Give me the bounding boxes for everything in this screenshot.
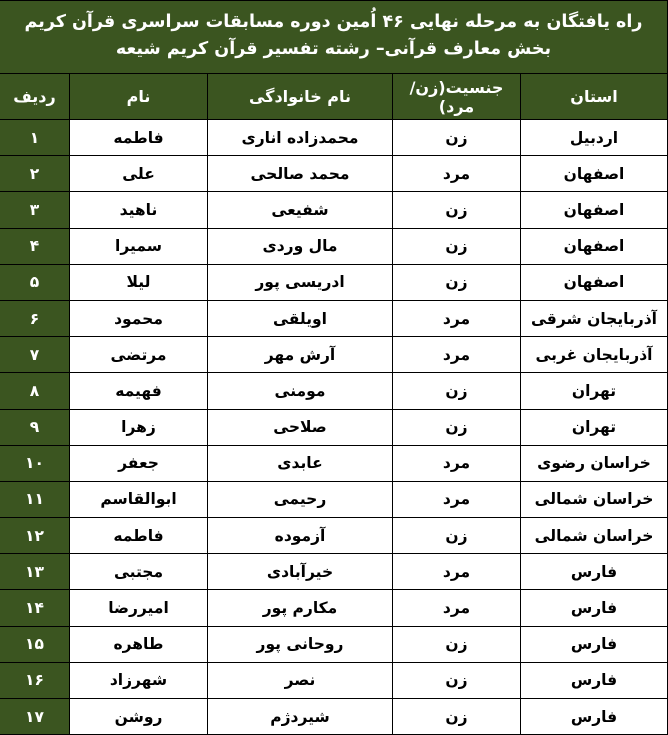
cell-family-name: صلاحی bbox=[208, 409, 393, 445]
cell-family-name: خیرآبادی bbox=[208, 554, 393, 590]
cell-gender: زن bbox=[393, 518, 521, 554]
cell-row-number: ۱ bbox=[0, 120, 70, 156]
cell-gender: مرد bbox=[393, 481, 521, 517]
cell-gender: مرد bbox=[393, 554, 521, 590]
cell-name: جعفر bbox=[70, 445, 208, 481]
cell-family-name: اویلقی bbox=[208, 300, 393, 336]
table-row bbox=[0, 156, 668, 192]
cell-family-name: مکارم پور bbox=[208, 590, 393, 626]
table-body bbox=[0, 120, 668, 735]
cell-province: فارس bbox=[521, 554, 668, 590]
cell-name: زهرا bbox=[70, 409, 208, 445]
cell-province: آذربایجان شرقی bbox=[521, 300, 668, 336]
cell-family-name: محمد صالحی bbox=[208, 156, 393, 192]
table-row bbox=[0, 699, 668, 735]
cell-name: ناهید bbox=[70, 192, 208, 228]
cell-name: فهیمه bbox=[70, 373, 208, 409]
cell-gender: زن bbox=[393, 373, 521, 409]
table-row bbox=[0, 445, 668, 481]
table-row bbox=[0, 264, 668, 300]
cell-family-name: آرش مهر bbox=[208, 337, 393, 373]
table-row bbox=[0, 192, 668, 228]
title-line-2: بخش معارف قرآنی– رشته تفسیر قرآن کریم شیعه bbox=[115, 38, 552, 59]
table-row bbox=[0, 481, 668, 517]
cell-name: لیلا bbox=[70, 264, 208, 300]
cell-name: محمود bbox=[70, 300, 208, 336]
table-title-row bbox=[0, 1, 668, 74]
table-row bbox=[0, 554, 668, 590]
cell-row-number: ۱۲ bbox=[0, 518, 70, 554]
cell-name: علی bbox=[70, 156, 208, 192]
cell-row-number: ۹ bbox=[0, 409, 70, 445]
cell-name: مجتبی bbox=[70, 554, 208, 590]
cell-family-name: مال وردی bbox=[208, 228, 393, 264]
cell-row-number: ۱۶ bbox=[0, 662, 70, 698]
cell-province: اصفهان bbox=[521, 264, 668, 300]
cell-gender: مرد bbox=[393, 300, 521, 336]
cell-province: آذربایجان غربی bbox=[521, 337, 668, 373]
cell-gender: زن bbox=[393, 120, 521, 156]
cell-province: خراسان رضوی bbox=[521, 445, 668, 481]
cell-gender: مرد bbox=[393, 337, 521, 373]
cell-row-number: ۱۱ bbox=[0, 481, 70, 517]
cell-name: فاطمه bbox=[70, 518, 208, 554]
cell-family-name: شفیعی bbox=[208, 192, 393, 228]
table-row bbox=[0, 228, 668, 264]
cell-province: فارس bbox=[521, 662, 668, 698]
cell-row-number: ۳ bbox=[0, 192, 70, 228]
cell-province: اردبیل bbox=[521, 120, 668, 156]
cell-family-name: ادریسی پور bbox=[208, 264, 393, 300]
cell-row-number: ۵ bbox=[0, 264, 70, 300]
table-row bbox=[0, 409, 668, 445]
table-row bbox=[0, 518, 668, 554]
table-header bbox=[0, 1, 668, 120]
cell-row-number: ۴ bbox=[0, 228, 70, 264]
cell-gender: مرد bbox=[393, 590, 521, 626]
table-row bbox=[0, 337, 668, 373]
cell-family-name: عابدی bbox=[208, 445, 393, 481]
cell-name: مرتضی bbox=[70, 337, 208, 373]
cell-province: تهران bbox=[521, 409, 668, 445]
cell-gender: مرد bbox=[393, 445, 521, 481]
cell-name: شهرزاد bbox=[70, 662, 208, 698]
cell-gender: زن bbox=[393, 626, 521, 662]
cell-province: فارس bbox=[521, 590, 668, 626]
cell-gender: زن bbox=[393, 192, 521, 228]
cell-row-number: ۱۰ bbox=[0, 445, 70, 481]
cell-gender: زن bbox=[393, 264, 521, 300]
cell-row-number: ۷ bbox=[0, 337, 70, 373]
cell-province: خراسان شمالی bbox=[521, 481, 668, 517]
cell-row-number: ۱۳ bbox=[0, 554, 70, 590]
cell-province: خراسان شمالی bbox=[521, 518, 668, 554]
cell-row-number: ۶ bbox=[0, 300, 70, 336]
column-header-family-name: نام خانوادگی bbox=[208, 74, 393, 120]
cell-province: فارس bbox=[521, 699, 668, 735]
cell-province: اصفهان bbox=[521, 156, 668, 192]
cell-province: اصفهان bbox=[521, 228, 668, 264]
cell-name: فاطمه bbox=[70, 120, 208, 156]
title-line-1: راه یافتگان به مرحله نهایی ۴۶ اُمین دوره مسابقات سراسری قرآن کریم bbox=[24, 12, 643, 33]
cell-gender: زن bbox=[393, 409, 521, 445]
column-header-province: استان bbox=[521, 74, 668, 120]
cell-row-number: ۸ bbox=[0, 373, 70, 409]
cell-family-name: محمدزاده اناری bbox=[208, 120, 393, 156]
cell-family-name: مومنی bbox=[208, 373, 393, 409]
table-row bbox=[0, 300, 668, 336]
cell-row-number: ۱۵ bbox=[0, 626, 70, 662]
column-header-name: نام bbox=[70, 74, 208, 120]
column-header-row-number: ردیف bbox=[0, 74, 70, 120]
column-header-gender: جنسیت(زن/مرد) bbox=[393, 74, 521, 120]
cell-family-name: رحیمی bbox=[208, 481, 393, 517]
cell-family-name: روحانی پور bbox=[208, 626, 393, 662]
table-row bbox=[0, 373, 668, 409]
table-row bbox=[0, 662, 668, 698]
cell-name: امیررضا bbox=[70, 590, 208, 626]
cell-name: طاهره bbox=[70, 626, 208, 662]
column-header-row bbox=[0, 74, 668, 120]
cell-row-number: ۱۴ bbox=[0, 590, 70, 626]
cell-family-name: نصر bbox=[208, 662, 393, 698]
cell-name: روشن bbox=[70, 699, 208, 735]
cell-province: تهران bbox=[521, 373, 668, 409]
table-row bbox=[0, 590, 668, 626]
table-row bbox=[0, 626, 668, 662]
cell-family-name: آزموده bbox=[208, 518, 393, 554]
cell-gender: زن bbox=[393, 228, 521, 264]
cell-name: سمیرا bbox=[70, 228, 208, 264]
cell-gender: زن bbox=[393, 662, 521, 698]
cell-row-number: ۱۷ bbox=[0, 699, 70, 735]
cell-gender: زن bbox=[393, 699, 521, 735]
cell-row-number: ۲ bbox=[0, 156, 70, 192]
cell-province: فارس bbox=[521, 626, 668, 662]
cell-name: ابوالقاسم bbox=[70, 481, 208, 517]
cell-gender: مرد bbox=[393, 156, 521, 192]
cell-province: اصفهان bbox=[521, 192, 668, 228]
table-title-cell bbox=[0, 1, 668, 74]
table-row bbox=[0, 120, 668, 156]
cell-family-name: شیردژم bbox=[208, 699, 393, 735]
